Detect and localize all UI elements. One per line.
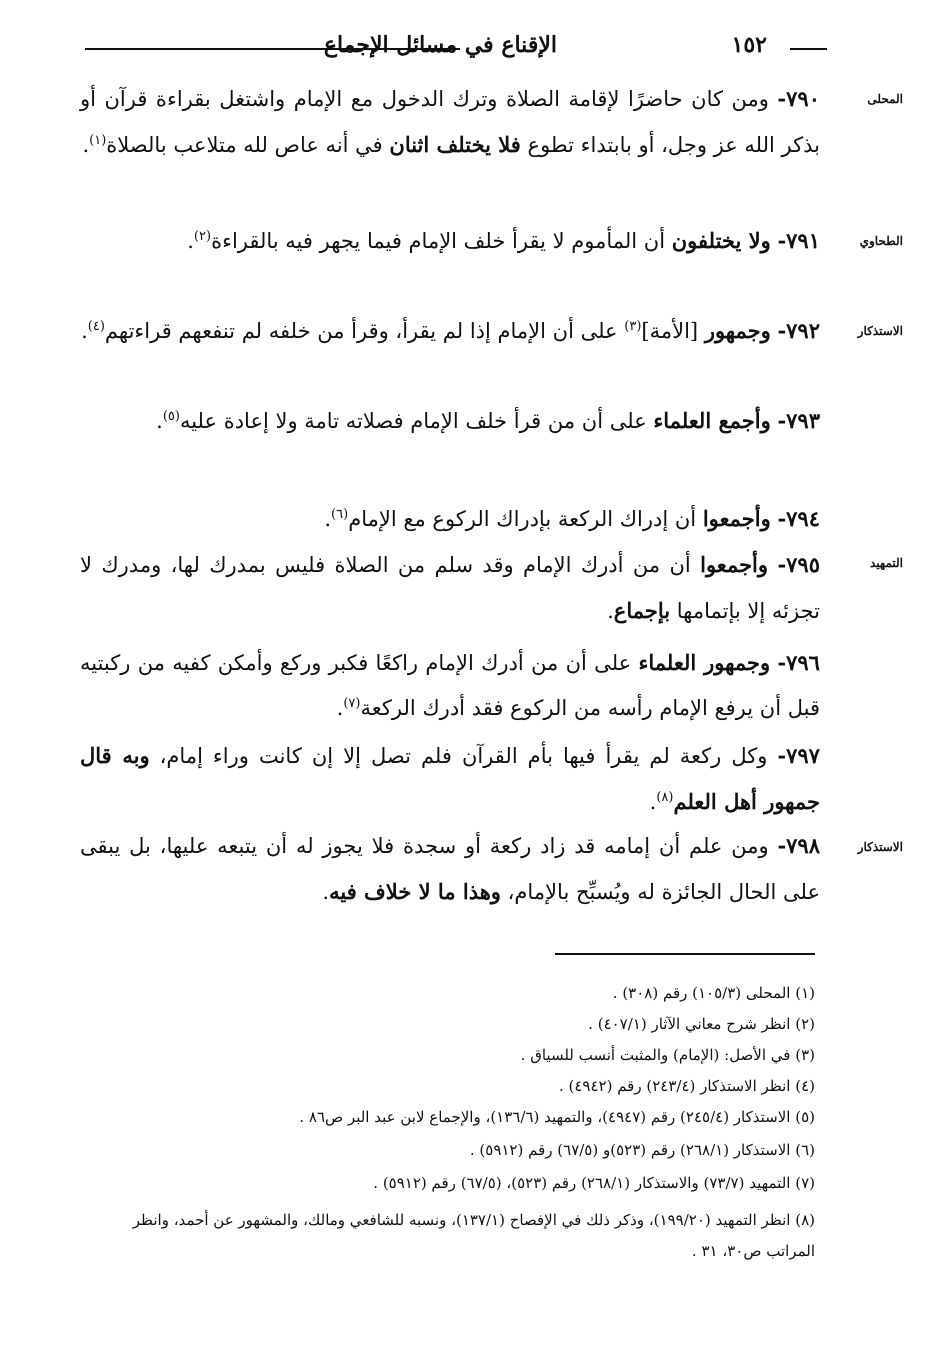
consensus-phrase: بإجماع bbox=[613, 598, 671, 623]
entry-text: وكل ركعة لم يقرأ فيها بأم القرآن فلم تصل إلا إن كانت وراء إمام، bbox=[159, 744, 768, 768]
footnote-ref: (٥) bbox=[162, 409, 180, 424]
source-label: التمهيد bbox=[870, 556, 903, 570]
punct: . bbox=[336, 696, 344, 720]
entry-text: في أنه عاص لله متلاعب بالصلاة bbox=[106, 133, 383, 157]
footnote: (١) المحلى (١٠٥/٣) رقم (٣٠٨) . bbox=[612, 984, 815, 1002]
entry-text: على أن من قرأ خلف الإمام فصلاته تامة ولا إعادة عليه bbox=[179, 409, 647, 433]
page-number: ١٥٢ bbox=[731, 32, 767, 58]
punct: . bbox=[607, 599, 614, 623]
footnote: (٥) الاستذكار (٢٤٥/٤) رقم (٤٩٤٧)، والتمهيد (١٣٦/٦)، والإجماع لابن عبد البر ص٨٦ . bbox=[299, 1108, 815, 1126]
paragraph-795 bbox=[80, 542, 820, 634]
source-label: الطحاوي bbox=[859, 234, 903, 248]
footnote-ref: (٧) bbox=[343, 696, 361, 711]
paragraph-798 bbox=[80, 823, 820, 915]
entry-text: على أن من أدرك الإمام راكعًا فكبر وركع وأمكن كفيه من ركبتيه قبل أن يرفع الإمام رأسه من الركوع فقد أدرك الركعة bbox=[80, 651, 820, 720]
consensus-phrase: وأجمعوا bbox=[700, 552, 769, 577]
footnote: (٢) انظر شرح معاني الآثار (٤٠٧/١) . bbox=[588, 1015, 815, 1033]
consensus-phrase: وأجمعوا bbox=[702, 506, 771, 531]
punct: . bbox=[187, 229, 194, 253]
paragraph-797 bbox=[80, 733, 820, 825]
paragraph-793 bbox=[80, 398, 820, 444]
punct: . bbox=[156, 409, 163, 433]
punct: . bbox=[322, 880, 330, 904]
entry-text: أن من أدرك الإمام وقد سلم من الصلاة فليس بمدرك لها، ومدرك لا تجزئه إلا بإتمامها bbox=[80, 553, 820, 623]
entry-text: على أن الإمام إذا لم يقرأ، وقرأ من خلفه لم تنفعهم قراءتهم bbox=[104, 319, 618, 343]
footnote-separator bbox=[555, 953, 815, 955]
footnote-ref: (٤) bbox=[87, 319, 105, 334]
footnote: (٤) انظر الاستذكار (٢٤٣/٤) رقم (٤٩٤٢) . bbox=[558, 1077, 815, 1095]
footnote: (٦) الاستذكار (٢٦٨/١) رقم (٥٢٣)و (٦٧/٥) رقم (٥٩١٢) . bbox=[469, 1141, 815, 1159]
source-label: المحلى bbox=[867, 92, 903, 106]
page-header bbox=[85, 30, 827, 70]
consensus-phrase: ولا يختلفون bbox=[671, 228, 771, 253]
footnote-ref: (١) bbox=[89, 133, 107, 148]
footnote-ref: (٨) bbox=[656, 790, 674, 805]
footnote: (٨) انظر التمهيد (١٩٩/٢٠)، وذكر ذلك في الإفصاح (١٣٧/١)، ونسبه للشافعي ومالك، والمشهور عن أحمد، وانظر المراتب ص٣٠، ٣١ . bbox=[132, 1211, 815, 1260]
entry-number: ٧٩٨- bbox=[777, 833, 820, 858]
entry-number: ٧٩٦- bbox=[777, 650, 820, 675]
footnote: (٧) التمهيد (٧٣/٧) والاستذكار (٢٦٨/١) رقم (٥٢٣)، (٦٧/٥) رقم (٥٩١٢) . bbox=[373, 1174, 815, 1192]
entry-number: ٧٩٠- bbox=[777, 86, 820, 111]
footnote-ref: (٢) bbox=[193, 229, 212, 244]
paragraph-792 bbox=[80, 308, 820, 354]
entry-number: ٧٩٣- bbox=[777, 408, 820, 433]
entry-number: ٧٩٤- bbox=[777, 506, 820, 531]
footnote-ref: (٦) bbox=[331, 507, 349, 522]
entry-number: ٧٩٥- bbox=[777, 552, 820, 577]
paragraph-794 bbox=[80, 496, 820, 542]
entry-text: [الأمة] bbox=[641, 319, 699, 343]
consensus-phrase: وجمهور العلماء bbox=[638, 650, 771, 675]
paragraph-790 bbox=[80, 76, 820, 168]
entry-number: ٧٩٧- bbox=[777, 743, 820, 768]
consensus-phrase: وبه قال جمهور أهل العلم bbox=[80, 743, 820, 814]
header-rule-short bbox=[790, 48, 827, 50]
punct: . bbox=[82, 133, 90, 157]
punct: . bbox=[81, 319, 88, 343]
consensus-phrase: وهذا ما لا خلاف فيه bbox=[329, 879, 501, 904]
footnote: (٣) في الأصل: (الإمام) والمثبت أنسب للسياق . bbox=[520, 1046, 815, 1064]
punct: . bbox=[649, 790, 657, 814]
footnote-ref: (٣) bbox=[624, 319, 642, 334]
entry-number: ٧٩٢- bbox=[777, 318, 820, 343]
source-label: الاستذكار bbox=[857, 840, 903, 854]
entry-text: أن المأموم لا يقرأ خلف الإمام فيما يجهر فيه بالقراءة bbox=[211, 229, 666, 253]
consensus-phrase: وجمهور bbox=[704, 318, 771, 343]
entry-number: ٧٩١- bbox=[777, 228, 820, 253]
paragraph-796 bbox=[80, 640, 820, 731]
punct: . bbox=[324, 507, 332, 531]
entry-text: ومن علم أن إمامه قد زاد ركعة أو سجدة فلا يجوز له أن يتبعه عليها، بل يبقى على الحال الجائزة له ويُسبِّح بالإمام، bbox=[80, 834, 820, 904]
entry-text: ومن كان حاضرًا لإقامة الصلاة وترك الدخول مع الإمام واشتغل بقراءة قرآن أو بذكر الله عز وجل، أو بابتداء تطوع bbox=[80, 87, 820, 157]
book-title: الإقناع في مسائل الإجماع bbox=[323, 32, 557, 58]
consensus-phrase: فلا يختلف اثنان bbox=[389, 132, 521, 157]
entry-text: أن إدراك الركعة بإدراك الركوع مع الإمام bbox=[348, 507, 697, 531]
paragraph-791 bbox=[80, 218, 820, 264]
source-label: الاستذكار bbox=[857, 324, 903, 338]
consensus-phrase: وأجمع العلماء bbox=[653, 408, 771, 433]
